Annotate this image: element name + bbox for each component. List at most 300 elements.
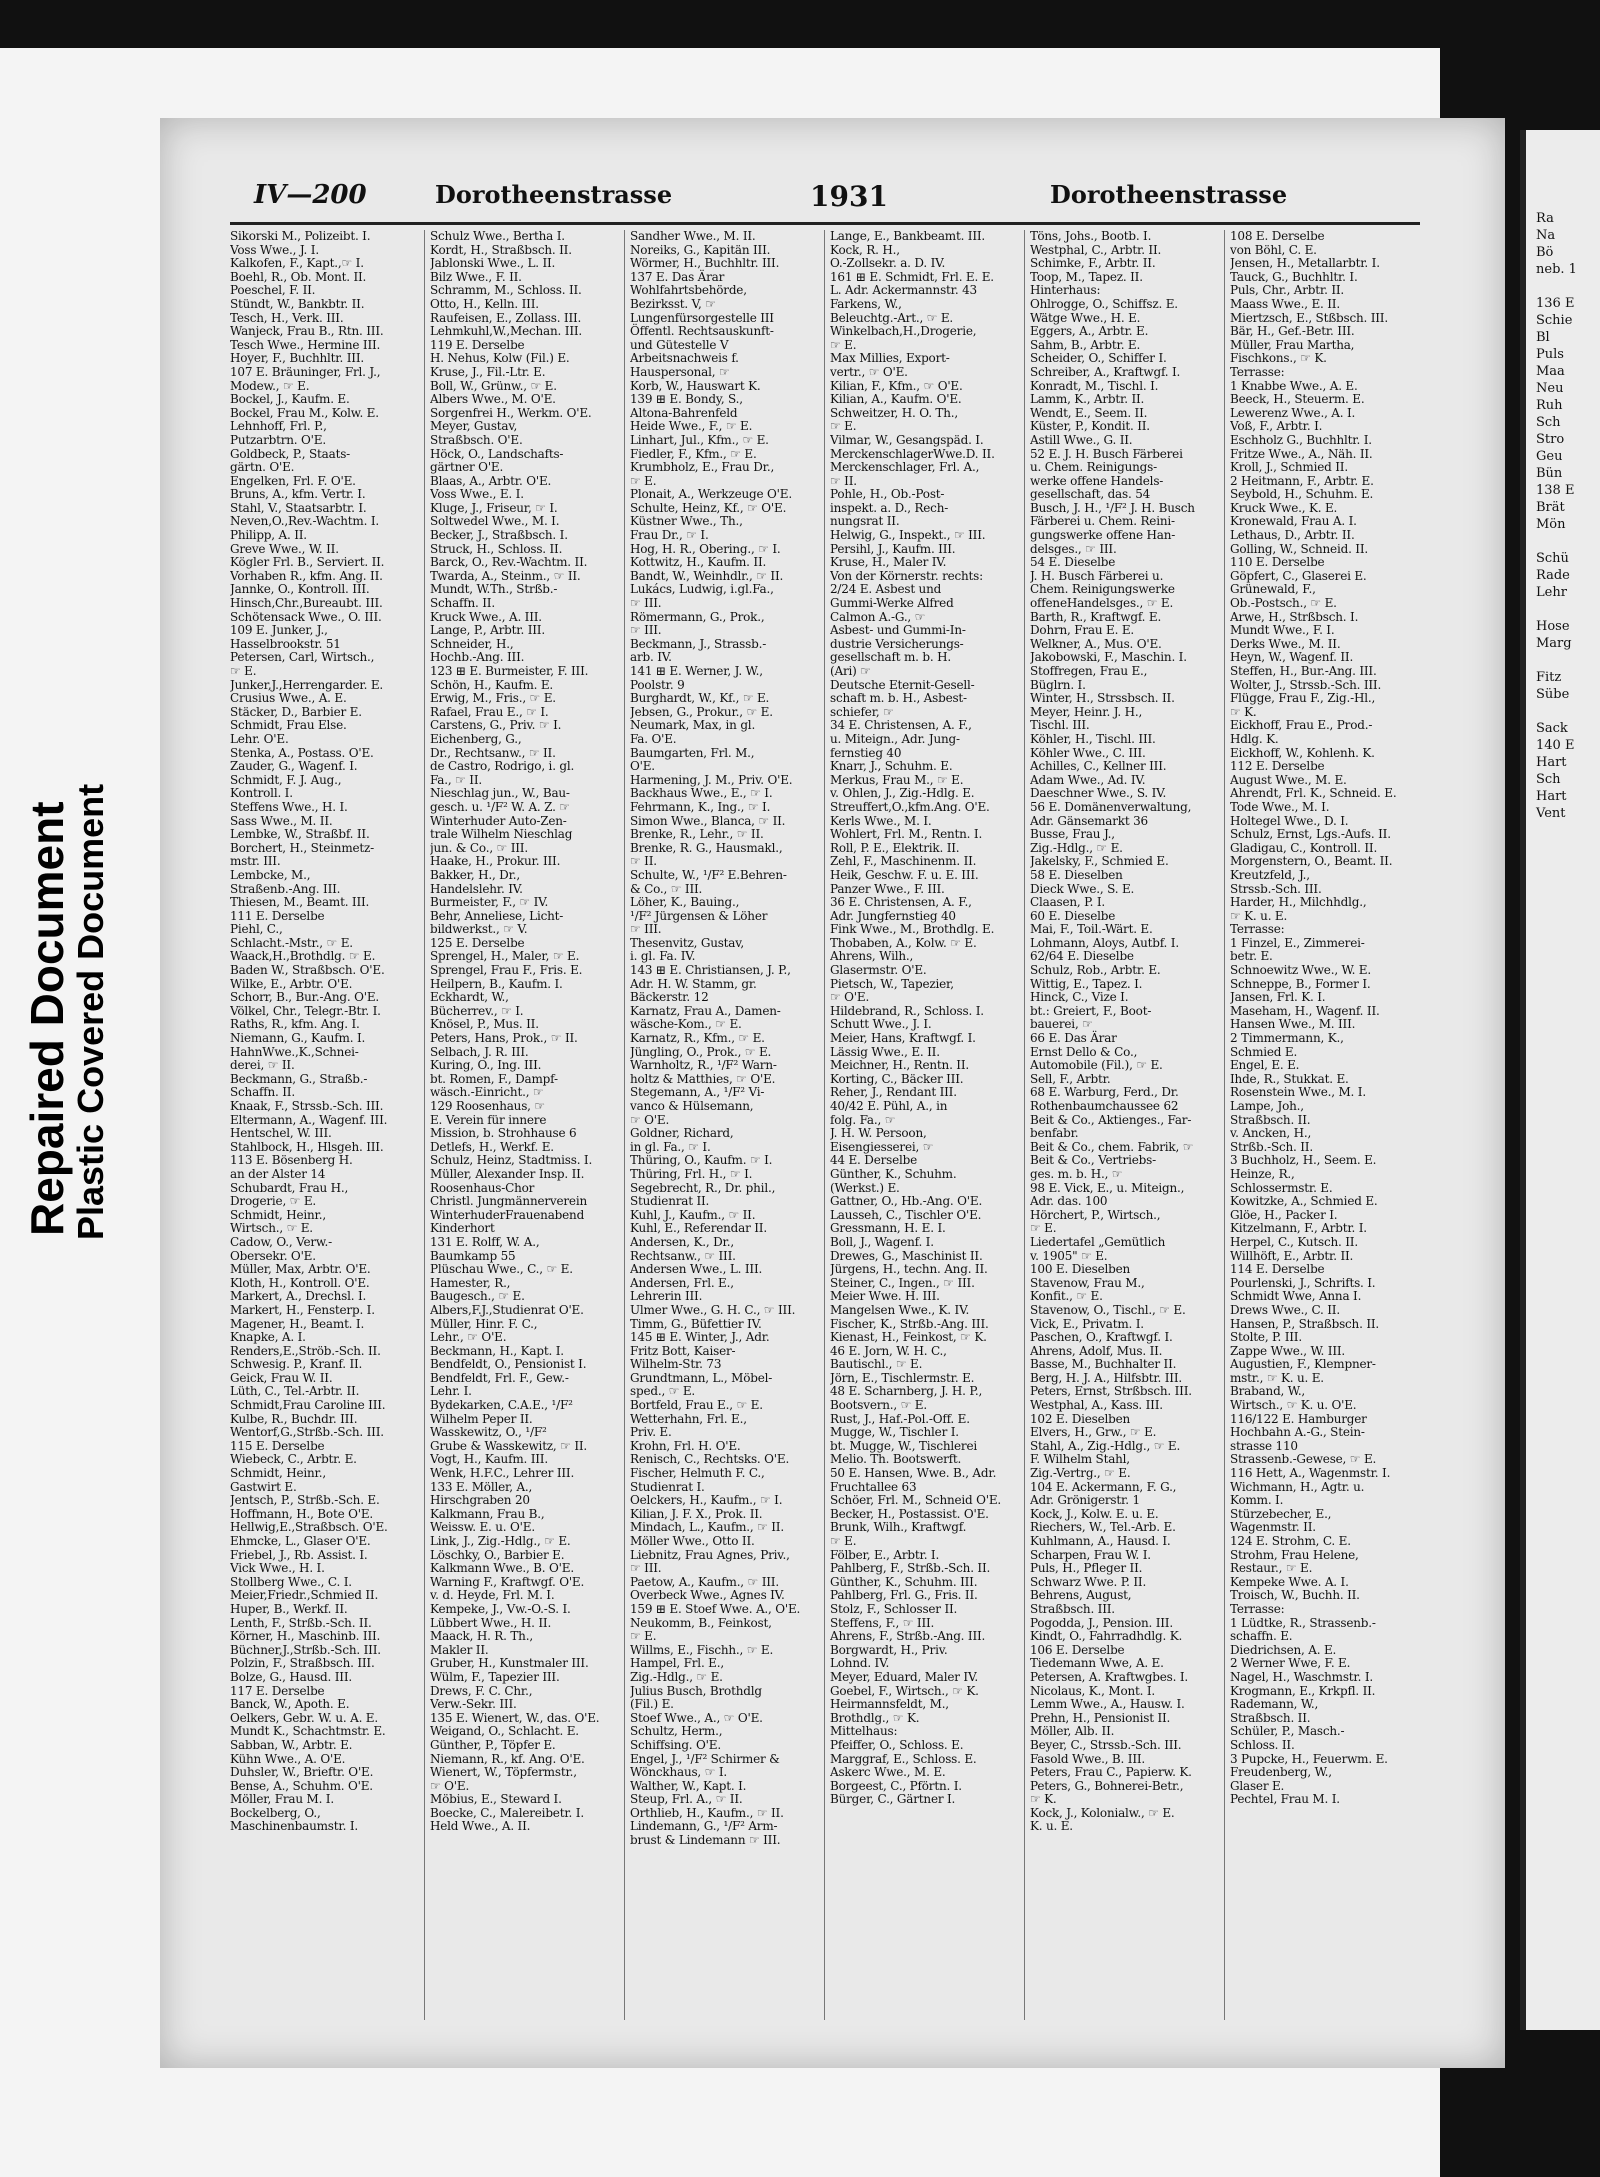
directory-entry: schiefer, ☞: [830, 704, 894, 719]
directory-entry: Petersen, Carl, Wirtsch.,: [230, 650, 375, 665]
directory-entry: Askerc Wwe., M. E.: [830, 1765, 946, 1780]
directory-entry: Maseham, H., Wagenf. II.: [1230, 1003, 1380, 1018]
directory-entry: Fasold Wwe., B. III.: [1030, 1751, 1146, 1766]
directory-entry: Julius Busch, Brothdlg: [630, 1683, 762, 1698]
directory-entry: Markert, A., Drechsl. I.: [230, 1289, 367, 1304]
directory-entry: Bär, H., Gef.-Betr. III.: [1230, 324, 1355, 339]
directory-entry: Goebel, F., Wirtsch., ☞ K.: [830, 1683, 979, 1698]
directory-entry: gesellschaft m. b. H.: [830, 650, 951, 665]
directory-entry: Straßbsch. O'E.: [430, 432, 523, 447]
directory-entry: Eschholz G., Buchhltr. I.: [1230, 432, 1372, 447]
directory-entry: Kock, J., Kolonialw., ☞ E.: [1030, 1805, 1175, 1820]
directory-entry: Lehr., ☞ O'E.: [430, 1330, 507, 1345]
directory-entry: Schiffsing. O'E.: [630, 1737, 721, 1752]
directory-entry: Möller, Alb. II.: [1030, 1724, 1115, 1739]
directory-entry: Augustien, F., Klempner-: [1230, 1357, 1376, 1372]
directory-entry: J. H. W. Persoon,: [830, 1126, 927, 1141]
directory-entry: Jüngling, O., Prok., ☞ E.: [630, 1044, 772, 1059]
directory-entry: Wentorf,G.,Strßb.-Sch. III.: [230, 1425, 384, 1440]
directory-entry: Zig.-Vertrg., ☞ E.: [1030, 1466, 1131, 1481]
adjacent-page-fragment: [1520, 130, 1600, 2030]
directory-entry: Kühn Wwe., A. O'E.: [230, 1751, 346, 1766]
directory-entry: Pogodda, J., Pension. III.: [1030, 1615, 1173, 1630]
directory-entry: Heyn, W., Wagenf. II.: [1230, 650, 1354, 665]
directory-entry: Morgenstern, O., Beamt. II.: [1230, 854, 1393, 869]
directory-entry: Albers,F.J.,Studienrat O'E.: [430, 1302, 584, 1317]
directory-entry: Kindt, O., Fahrradhdlg. K.: [1030, 1629, 1183, 1644]
directory-entry: Brenke, R. G., Hausmakl.,: [630, 840, 783, 855]
directory-entry: Asbest- und Gummi-In-: [830, 623, 966, 638]
directory-entry: Von der Körnerstr. rechts:: [830, 568, 983, 583]
directory-entry: Studienrat II.: [630, 1194, 710, 1209]
directory-entry: 112 E. Derselbe: [1230, 759, 1325, 774]
directory-entry: Lehmkuhl,W.,Mechan. III.: [430, 324, 583, 339]
directory-entry: HahnWwe.,K.,Schnei-: [230, 1044, 359, 1059]
directory-entry: Held Wwe., A. II.: [430, 1819, 531, 1834]
directory-entry: Lange, E., Bankbeamt. III.: [830, 230, 986, 243]
directory-entry: Müller, Alexander Insp. II.: [430, 1166, 585, 1181]
directory-entry: 159 ⊞ E. Stoef Wwe. A., O'E.: [630, 1601, 801, 1616]
directory-entry: Borchert, H., Steinmetz-: [230, 840, 375, 855]
adjacent-page-line: Maa: [1536, 364, 1565, 379]
directory-entry: mstr., ☞ K. u. E.: [1230, 1370, 1324, 1385]
directory-entry: Pfeiffer, O., Schloss. E.: [830, 1737, 964, 1752]
directory-entry: ☞ K. u. E.: [1230, 908, 1288, 923]
directory-entry: Huper, B., Werkf. II.: [230, 1601, 348, 1616]
directory-entry: Simon Wwe., Blanca, ☞ II.: [630, 813, 786, 828]
directory-entry: Lohnd. IV.: [830, 1656, 890, 1671]
directory-entry: Karnatz, Frau A., Damen-: [630, 1003, 781, 1018]
directory-entry: Hinterhaus:: [1030, 283, 1101, 298]
directory-entry: Verw.-Sekr. III.: [430, 1697, 517, 1712]
directory-entry: Günther, K., Schuhm.: [830, 1166, 957, 1181]
directory-entry: Sahm, B., Arbtr. E.: [1030, 337, 1141, 352]
directory-entry: Claasen, P. I.: [1030, 895, 1105, 910]
directory-entry: Kloth, H., Kontroll. O'E.: [230, 1275, 370, 1290]
directory-entry: Tischl. III.: [1030, 718, 1090, 733]
directory-entry: 137 E. Das Ärar: [630, 269, 725, 284]
directory-entry: Thüring, O., Kaufm. ☞ I.: [630, 1153, 773, 1168]
directory-entry: i. gl. Fa. IV.: [630, 949, 696, 964]
directory-entry: Ob.-Postsch., ☞ E.: [1230, 596, 1337, 611]
directory-entry: Schwarz Wwe. P. II.: [1030, 1574, 1147, 1589]
adjacent-page-line: Stro: [1536, 432, 1565, 447]
directory-entry: Poeschel, F. II.: [230, 283, 316, 298]
directory-entry: Goldbeck, P., Staats-: [230, 446, 351, 461]
directory-entry: Dr., Rechtsanw., ☞ II.: [430, 745, 556, 760]
directory-entry: Müller, Hinr. F. C.,: [430, 1316, 538, 1331]
directory-entry: wäsch.-Einricht., ☞: [430, 1085, 544, 1100]
directory-entry: Beit & Co., Aktienges., Far-: [1030, 1112, 1192, 1127]
directory-entry: Adr. H. W. Stamm, gr.: [630, 976, 757, 991]
directory-entry: Wetterhahn, Frl. E.,: [630, 1411, 747, 1426]
directory-entry: Korting, C., Bäcker III.: [830, 1071, 964, 1086]
directory-entry: Meyer, Gustav,: [430, 419, 518, 434]
directory-entry: 102 E. Dieselben: [1030, 1411, 1131, 1426]
directory-entry: Freudenberg, W.,: [1230, 1765, 1332, 1780]
directory-entry: trale Wilhelm Nieschlag: [430, 827, 573, 842]
directory-entry: Schweitzer, H. O. Th.,: [830, 405, 958, 420]
directory-entry: Busse, Frau J.,: [1030, 827, 1115, 842]
directory-entry: Petersen, A. Kraftwgbes. I.: [1030, 1669, 1189, 1684]
directory-entry: Zauder, G., Wagenf. I.: [230, 759, 358, 774]
directory-entry: (Ari) ☞: [830, 664, 871, 678]
directory-entry: inspekt. a. D., Rech-: [830, 500, 949, 515]
directory-entry: ☞ III.: [630, 922, 662, 937]
directory-entry: Wagenmstr. II.: [1230, 1520, 1316, 1535]
directory-entry: Zehl, F., Maschinenm. II.: [830, 854, 977, 869]
directory-entry: Eckhardt, W.,: [430, 990, 509, 1005]
directory-entry: Lehr. O'E.: [230, 731, 289, 746]
directory-entry: Scharpen, Frau W. I.: [1030, 1547, 1151, 1562]
directory-entry: Körner, H., Maschinb. III.: [230, 1629, 381, 1644]
adjacent-page-text: [1526, 130, 1600, 822]
adjacent-page-line: [1536, 703, 1600, 720]
directory-entry: Pohle, H., Ob.-Post-: [830, 487, 945, 502]
directory-entry: Lehnhoff, Frl. P.,: [230, 419, 327, 434]
directory-entry: Höck, O., Landschafts-: [430, 446, 564, 461]
directory-entry: Fa. O'E.: [630, 731, 677, 746]
directory-entry: Bockel, J., Kaufm. E.: [230, 392, 350, 407]
directory-entry: Ohlrogge, O., Schiffsz. E.: [1030, 296, 1178, 311]
directory-entry: Maack, H. R. Th.,: [430, 1629, 533, 1644]
directory-entry: Bürger, C., Gärtner I.: [830, 1792, 956, 1807]
directory-entry: Müller, Max, Arbtr. O'E.: [230, 1262, 371, 1277]
directory-entry: Arwe, H., Strßbsch. I.: [1230, 609, 1359, 624]
directory-entry: Fiedler, F., Kfm., ☞ E.: [630, 446, 757, 461]
directory-entry: Beit & Co., Vertriebs-: [1030, 1153, 1156, 1168]
directory-entry: Mundt, W.Th., Strßb.-: [430, 582, 558, 597]
directory-entry: Beeck, H., Steuerm. E.: [1230, 392, 1365, 407]
directory-entry: Grube & Wasskewitz, ☞ II.: [430, 1438, 588, 1453]
directory-entry: Nieschlag jun., W., Bau-: [430, 786, 570, 801]
directory-entry: & Co., ☞ III.: [630, 881, 703, 896]
directory-entry: gesellschaft, das. 54: [1030, 487, 1151, 502]
directory-entry: Lewerenz Wwe., A. I.: [1230, 405, 1356, 420]
directory-entry: 2/24 E. Asbest und: [830, 582, 942, 597]
directory-entry: strasse 110: [1230, 1438, 1298, 1453]
directory-entry: Möller Wwe., Otto II.: [630, 1534, 755, 1548]
directory-entry: Konradt, M., Tischl. I.: [1030, 378, 1159, 393]
directory-entry: de Castro, Rodrigo, i. gl.: [430, 759, 575, 774]
directory-entry: ges. m. b. H., ☞: [1030, 1166, 1123, 1181]
directory-entry: v. d. Heyde, Frl. M. I.: [430, 1588, 555, 1603]
directory-entry: Bortfeld, Frau E., ☞ E.: [630, 1398, 763, 1413]
directory-entry: Voss Wwe., J. I.: [230, 242, 319, 257]
directory-entry: Jansen, Frl. K. I.: [1230, 990, 1326, 1005]
directory-entry: Walther, W., Kapt. I.: [630, 1778, 747, 1793]
directory-entry: Tauck, G., Buchhltr. I.: [1230, 269, 1358, 284]
directory-entry: 135 E. Wienert, W., das. O'E.: [430, 1710, 600, 1725]
directory-entry: Pahlberg, F., Strßb.-Sch. II.: [830, 1561, 991, 1576]
directory-entry: Rechtsanw., ☞ III.: [630, 1248, 736, 1263]
directory-entry: Cadow, O., Verw.-: [230, 1234, 333, 1249]
directory-entry: Bydekarken, C.A.E., ¹/F²: [430, 1398, 573, 1413]
directory-entry: Roll, P. E., Elektrik. II.: [830, 840, 960, 855]
directory-entry: Kruse, H., Maler IV.: [830, 555, 947, 570]
directory-entry: Gladigau, C., Kontroll. II.: [1230, 840, 1378, 855]
adjacent-page-line: Neu: [1536, 381, 1564, 396]
directory-entry: Kronewald, Frau A. I.: [1230, 514, 1357, 529]
directory-entry: Schimke, F., Arbtr. II.: [1030, 256, 1156, 271]
directory-entry: Schulz, Ernst, Lgs.-Aufs. II.: [1230, 827, 1391, 842]
directory-entry: Diedrichsen, A. E.: [1230, 1642, 1337, 1657]
directory-entry: Greve Wwe., W. II.: [230, 541, 339, 556]
directory-entry: Oelkers, Gebr. W. u. A. E.: [230, 1710, 378, 1725]
side-label-repaired: Repaired Document: [21, 801, 73, 1236]
directory-entry: Schnoewitz Wwe., W. E.: [1230, 963, 1371, 978]
directory-entry: Lembke, W., Straßbf. II.: [230, 827, 370, 842]
directory-entry: Burghardt, W., Kf., ☞ E.: [630, 691, 770, 706]
directory-entry: Kroll, J., Schmied II.: [1230, 460, 1348, 475]
directory-entry: Vick Wwe., H. I.: [230, 1561, 325, 1576]
directory-entry: Handelslehr. IV.: [430, 881, 523, 896]
directory-entry: Kottwitz, H., Kaufm. II.: [630, 555, 767, 570]
directory-entry: Obersekr. O'E.: [230, 1248, 316, 1263]
directory-entry: Hansen Wwe., M. III.: [1230, 1017, 1356, 1032]
directory-entry: Zig.-Hdlg., ☞ E.: [1030, 840, 1123, 855]
directory-entry: Tiedemann Wwe, A. E.: [1030, 1656, 1164, 1671]
directory-entry: Hellwig,E.,Straßbsch. O'E.: [230, 1520, 388, 1535]
adjacent-page-line: Sch: [1536, 415, 1561, 430]
directory-entry: Melio. Th. Bootswerft.: [830, 1452, 962, 1467]
directory-entry: ☞ O'E.: [630, 1112, 670, 1127]
directory-entry: bt. Mugge, W., Tischlerei: [830, 1438, 977, 1453]
directory-entry: Büchner,J.,Strßb.-Sch. III.: [230, 1642, 381, 1657]
directory-entry: Peters, G., Bohnerei-Betr.,: [1030, 1778, 1184, 1793]
directory-entry: bauerei, ☞: [1030, 1017, 1093, 1032]
directory-entry: Otto, H., Kelln. III.: [430, 296, 539, 311]
directory-entry: Golling, W., Schneid. II.: [1230, 541, 1368, 556]
directory-entry: ☞ II.: [630, 854, 657, 869]
directory-entry: Bendfeldt, O., Pensionist I.: [430, 1357, 587, 1372]
directory-entry: Lindemann, G., ¹/F² Arm-: [630, 1819, 778, 1834]
directory-entry: Thüring, Frl. H., ☞ I.: [630, 1166, 753, 1181]
directory-entry: Scheider, O., Schiffer I.: [1030, 351, 1167, 366]
directory-entry: wäsche-Kom., ☞ E.: [630, 1017, 742, 1032]
directory-entry: 1 Finzel, E., Zimmerei-: [1230, 935, 1365, 950]
directory-entry: (Werkst.) E.: [830, 1180, 900, 1195]
directory-entry: Schneider, H.,: [430, 636, 514, 651]
directory-entry: Rademann, W.,: [1230, 1697, 1319, 1712]
directory-entry: Bäckerstr. 12: [630, 990, 709, 1005]
directory-entry: Modew., ☞ E.: [230, 378, 310, 393]
directory-entry: Rafael, Frau E., ☞ I.: [430, 704, 549, 719]
directory-entry: Panzer Wwe., F. III.: [830, 881, 945, 896]
adjacent-page-line: 138 E: [1536, 483, 1575, 498]
directory-entry: Stoef Wwe., A., ☞ O'E.: [630, 1710, 763, 1725]
directory-entry: Hochb.-Ang. III.: [430, 650, 525, 665]
directory-entry: Hog, H. R., Obering., ☞ I.: [630, 541, 781, 556]
directory-entry: Straßenb.-Ang. III.: [230, 881, 341, 896]
directory-entry: Bruns, A., kfm. Vertr. I.: [230, 487, 366, 502]
directory-entry: Bolze, G., Hausd. III.: [230, 1669, 352, 1684]
directory-entry: Günther, P., Töpfer E.: [430, 1737, 556, 1752]
directory-entry: Schmidt, F. J. Aug.,: [230, 772, 342, 787]
directory-entry: betr. E.: [1230, 949, 1273, 964]
directory-entry: Eltermann, A., Wagenf. III.: [230, 1112, 388, 1127]
directory-entry: 109 E. Junker, J.,: [230, 623, 328, 638]
directory-entry: Magener, H., Beamt. I.: [230, 1316, 365, 1331]
directory-entry: Schulz, Heinz, Stadtmiss. I.: [430, 1153, 593, 1168]
directory-entry: Stündt, W., Bankbtr. II.: [230, 296, 365, 311]
directory-entry: F. Wilhelm Stahl,: [1030, 1452, 1130, 1467]
directory-entry: Kitzelmann, F., Arbtr. I.: [1230, 1221, 1367, 1236]
directory-entry: delsges., ☞ III.: [1030, 541, 1117, 556]
directory-entry: 133 E. Möller, A.,: [430, 1479, 533, 1494]
directory-entry: Noreiks, G., Kapitän III.: [630, 242, 771, 257]
directory-entry: Gressmann, H. E. I.: [830, 1221, 946, 1236]
page-header: [160, 180, 1505, 214]
directory-entry: Schmidt, Frau Else.: [230, 718, 347, 733]
directory-entry: 2 Heitmann, F., Arbtr. E.: [1230, 473, 1374, 488]
directory-entry: gärtner O'E.: [430, 460, 504, 475]
directory-entry: Bense, A., Schuhm. O'E.: [230, 1778, 373, 1793]
directory-entry: ☞ E.: [630, 1629, 657, 1644]
directory-entry: Bautischl., ☞ E.: [830, 1357, 923, 1372]
directory-entry: Schmidt Wwe, Anna I.: [1230, 1289, 1362, 1304]
directory-entry: Astill Wwe., G. II.: [1030, 432, 1133, 447]
directory-entry: 50 E. Hansen, Wwe. B., Adr.: [830, 1466, 997, 1481]
directory-entry: Lamm, K., Arbtr. II.: [1030, 392, 1145, 407]
year: 1931: [810, 180, 888, 213]
directory-entry: 161 ⊞ E. Schmidt, Frl. E. E.: [830, 269, 994, 284]
directory-entry: Bendfeldt, Frl. F., Gew.-: [430, 1370, 569, 1385]
directory-entry: ☞ III.: [630, 623, 662, 638]
directory-entry: Daeschner Wwe., S. IV.: [1030, 786, 1167, 801]
directory-entry: Wirtsch., ☞ E.: [230, 1221, 313, 1236]
directory-entry: Beckmann, J., Strassb.-: [630, 636, 767, 651]
directory-column-5: [1030, 230, 1218, 1834]
directory-entry: Sandher Wwe., M. II.: [630, 230, 756, 243]
directory-entry: Willhöft, E., Arbtr. II.: [1230, 1248, 1354, 1263]
directory-entry: Terrasse:: [1230, 1601, 1285, 1616]
directory-entry: Brenke, R., Lehr., ☞ II.: [630, 827, 764, 842]
directory-entry: Glasermstr. O'E.: [830, 963, 927, 978]
directory-entry: Weissw. E. u. O'E.: [430, 1520, 535, 1535]
directory-entry: Terrasse:: [1230, 922, 1285, 937]
directory-column-3: [630, 230, 818, 1848]
directory-entry: v. Ohlen, J., Zig.-Hdlg. E.: [830, 786, 975, 801]
adjacent-page-line: Schü: [1536, 551, 1569, 566]
directory-entry: Eggers, A., Arbtr. E.: [1030, 324, 1149, 339]
directory-entry: Kruck Wwe., K. E.: [1230, 500, 1338, 515]
directory-entry: 44 E. Derselbe: [830, 1153, 918, 1168]
directory-entry: Wilhelm Peper II.: [430, 1411, 533, 1426]
directory-entry: Strassenb.-Gewese, ☞ E.: [1230, 1452, 1377, 1467]
directory-entry: Grundtmann, L., Möbel-: [630, 1370, 773, 1385]
directory-entry: 34 E. Christensen, A. F.,: [830, 718, 972, 733]
directory-entry: Konfit., ☞ E.: [1030, 1289, 1103, 1304]
directory-entry: Boehl, R., Ob. Mont. II.: [230, 269, 367, 284]
directory-entry: Prehn, H., Pensionist II.: [1030, 1710, 1171, 1725]
directory-entry: Lukács, Ludwig, i.gl.Fa.,: [630, 582, 774, 597]
directory-entry: Wiebeck, C., Arbtr. E.: [230, 1452, 357, 1467]
directory-entry: Günther, K., Schuhm. III.: [830, 1574, 978, 1589]
directory-entry: Erwig, M., Fris., ☞ E.: [430, 691, 556, 706]
directory-entry: dustrie Versicherungs-: [830, 636, 964, 651]
directory-entry: Ahrens, F., Strßb.-Ang. III.: [830, 1629, 986, 1644]
directory-entry: Schloss. II.: [1230, 1737, 1295, 1752]
directory-entry: Plonait, A., Werkzeuge O'E.: [630, 487, 792, 502]
directory-entry: Max Millies, Export-: [830, 351, 950, 366]
directory-entry: Kulbe, R., Buchdr. III.: [230, 1411, 358, 1426]
directory-entry: sped., ☞ E.: [630, 1384, 696, 1399]
directory-entry: Heirmannsfeldt, M.,: [830, 1697, 949, 1712]
directory-entry: Kögler Frl. B., Serviert. II.: [230, 555, 385, 570]
directory-entry: Elvers, H., Grw., ☞ E.: [1030, 1425, 1157, 1440]
directory-entry: 100 E. Dieselben: [1030, 1262, 1131, 1277]
directory-entry: ☞ E.: [230, 664, 257, 678]
directory-entry: Andersen, K., Dr.,: [630, 1234, 735, 1249]
directory-entry: 111 E. Derselbe: [230, 908, 325, 923]
directory-entry: Bakker, H., Dr.,: [430, 867, 521, 882]
directory-entry: 68 E. Warburg, Ferd., Dr.: [1030, 1085, 1179, 1100]
directory-entry: Oelckers, H., Kaufm., ☞ I.: [630, 1493, 783, 1508]
directory-entry: MerckenschlagerWwe.D. II.: [830, 446, 995, 461]
directory-entry: Köhler, H., Tischl. III.: [1030, 731, 1156, 746]
directory-entry: Sell, F., Arbtr.: [1030, 1071, 1111, 1086]
directory-entry: 124 E. Strohm, C. E.: [1230, 1534, 1351, 1548]
directory-entry: Niemann, G., Kaufm. I.: [230, 1031, 366, 1046]
directory-entry: Schlacht.-Mstr., ☞ E.: [230, 935, 353, 950]
directory-entry: Schmidt,Frau Caroline III.: [230, 1398, 386, 1413]
directory-entry: gesch. u. ¹/F² W. A. Z. ☞: [430, 799, 570, 814]
adjacent-page-line: Hart: [1536, 789, 1567, 804]
directory-entry: brust & Lindemann ☞ III.: [630, 1833, 781, 1848]
directory-entry: Kilian, F., Kfm., ☞ O'E.: [830, 378, 963, 393]
directory-entry: Nicolaus, K., Mont. I.: [1030, 1683, 1156, 1698]
directory-entry: L. Adr. Ackermannstr. 43: [830, 283, 977, 298]
directory-entry: Fruchtallee 63: [830, 1479, 917, 1494]
directory-entry: Wohlert, Frl. M., Rentn. I.: [830, 827, 983, 842]
directory-entry: Beyer, C., Strssb.-Sch. III.: [1030, 1737, 1182, 1752]
directory-entry: Küstner Wwe., Th.,: [630, 514, 743, 529]
directory-entry: Nagel, H., Waschmstr. I.: [1230, 1669, 1374, 1684]
directory-entry: Busch, J. H., ¹/F² J. H. Busch: [1030, 500, 1195, 515]
directory-entry: Schramm, M., Schloss. II.: [430, 283, 582, 298]
directory-entry: Öffentl. Rechtsauskunft-: [630, 324, 774, 339]
directory-entry: u. Chem. Reinigungs-: [1030, 460, 1157, 475]
directory-entry: 145 ⊞ E. Winter, J., Adr.: [630, 1330, 770, 1345]
directory-entry: J. H. Busch Färberei u.: [1030, 568, 1164, 583]
adjacent-page-line: neb. 1: [1536, 262, 1577, 277]
directory-entry: Kinderhort: [430, 1221, 495, 1236]
directory-entry: Fölber, E., Arbtr. I.: [830, 1547, 940, 1562]
directory-entry: Stahlbock, H., Hlsgeh. III.: [230, 1139, 384, 1154]
directory-entry: Mundt Wwe., F. I.: [1230, 623, 1335, 638]
adjacent-page-line: [1536, 278, 1600, 295]
directory-entry: Welkner, A., Mus. O'E.: [1030, 636, 1162, 651]
directory-entry: Grünewald, F.,: [1230, 582, 1316, 597]
directory-entry: Basse, M., Buchhalter II.: [1030, 1357, 1177, 1372]
directory-entry: Tode Wwe., M. I.: [1230, 799, 1330, 814]
adjacent-page-line: Bö: [1536, 245, 1554, 260]
directory-entry: Philipp, A. II.: [230, 528, 307, 543]
directory-entry: Wittig, E., Tapez. I.: [1030, 976, 1143, 991]
directory-entry: O'E.: [630, 759, 655, 774]
directory-entry: Automobile (Fil.), ☞ E.: [1030, 1058, 1163, 1073]
directory-entry: Calmon A.-G., ☞: [830, 609, 926, 624]
directory-entry: Wörmer, H., Buchhltr. III.: [630, 256, 780, 271]
directory-entry: 58 E. Dieselben: [1030, 867, 1123, 882]
directory-entry: Knaak, F., Strssb.-Sch. III.: [230, 1099, 384, 1113]
directory-entry: Roosenhaus-Chor: [430, 1180, 535, 1195]
directory-entry: Link, J., Zig.-Hdlg., ☞ E.: [430, 1534, 571, 1548]
directory-entry: Wilhelm-Str. 73: [630, 1357, 722, 1372]
directory-entry: 119 E. Derselbe: [430, 337, 525, 352]
directory-entry: 106 E. Derselbe: [1030, 1642, 1125, 1657]
